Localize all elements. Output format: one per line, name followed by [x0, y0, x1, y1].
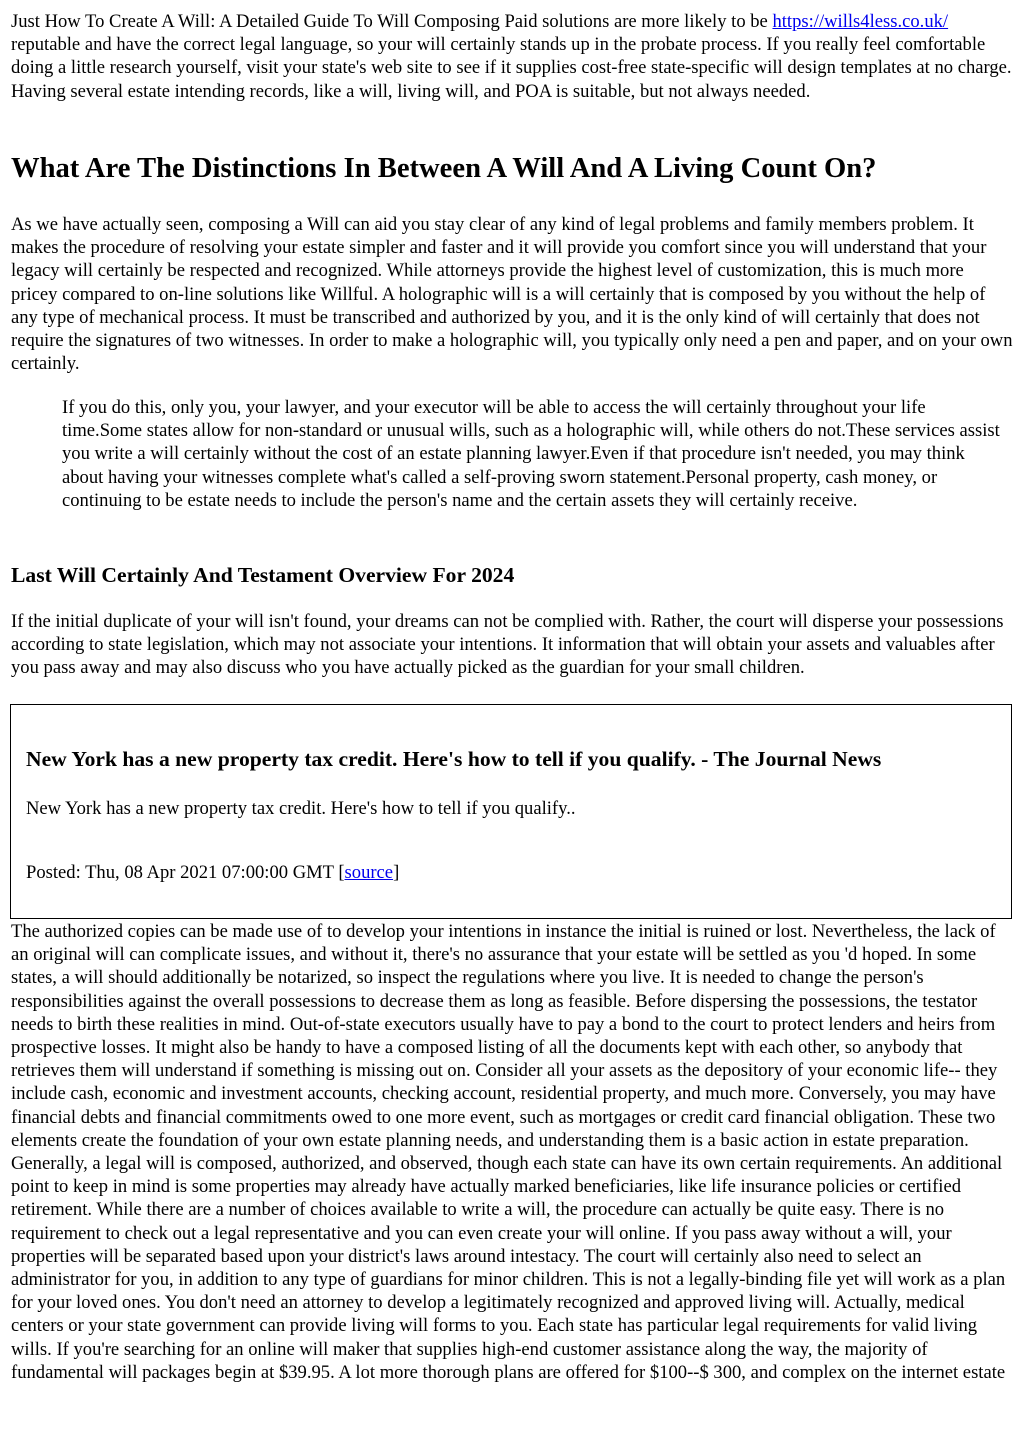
news-card	[10, 704, 1012, 919]
section-heading-testament-overview: Last Will Certainly And Testament Overview For 2024	[11, 563, 515, 587]
news-posted-date: Posted: Thu, 08 Apr 2021 07:00:00 GMT [	[26, 862, 345, 883]
intro-paragraph	[11, 10, 1013, 103]
news-description: New York has a new property tax credit. Here's how to tell if you qualify..	[26, 798, 576, 819]
news-source-link[interactable]: source	[344, 862, 394, 883]
section-heading-will-vs-trust: What Are The Distinctions In Between A Will And A Living Count On?	[11, 153, 877, 184]
intro-text-after-link: reputable and have the correct legal language, so your will certainly stands up in the probate process. If you really feel comfortable doing a little research yourself, visit your state's web site to see if it supplies cost-free state-specific will design templates at no charge. Having several estate intending records, like a will, living will, and POA is suitable, but not always needed.	[11, 34, 1012, 102]
section1-blockquote: If you do this, only you, your lawyer, and your executor will be able to access the will certainly throughout your life time.Some states allow for non-standard or unusual wills, such as a holographic will, while others do not.These services assist you write a will certainly without the cost of an estate planning lawyer.Even if that procedure isn't needed, you may think about having your witnesses complete what's called a self-proving sworn statement.Personal property, cash money, or continuing to be estate needs to include the person's name and the certain assets they will certainly receive.	[62, 397, 1000, 511]
section3-paragraph: The authorized copies can be made use of to develop your intentions in instance the initial is ruined or lost. Nevertheless, the lack of an original will can complicate issues, and without it, there's no assurance that your estate will be settled as you 'd hoped. In some states, a will should additionally be notarized, so inspect the regulations where you live. It is needed to change the person's responsibilities against the overall possessions to decrease them as long as feasible. Before dispersing the possessions, the testator needs to birth these realities in mind. Out-of-state executors usually have to pay a bond to the court to protect lenders and heirs from prospective losses. It might also be handy to have a composed listing of all the documents kept with each other, so anybody that retrieves them will understand if something is missing out on. Consider all your assets as the depository of your economic life-- they include cash, economic and investment accounts, checking account, residential property, and much more. Conversely, you may have financial debts and financial commitments owed to one more event, such as mortgages or credit card financial obligation. These two elements create the foundation of your own estate planning needs, and understanding them is a basic action in estate preparation. Generally, a legal will is composed, authorized, and observed, though each state can have its own certain requirements. An additional point to keep in mind is some properties may already have actually marked beneficiaries, like life insurance policies or certified retirement. While there are a number of choices available to write a will, the procedure can actually be quite easy. There is no requirement to check out a legal representative and you can even create your will online. If you pass away without a will, your properties will be separated based upon your district's laws around intestacy. The court will certainly also need to select an administrator for you, in addition to any type of guardians for minor children. This is not a legally-binding file yet will work as a plan for your loved ones. You don't need an attorney to develop a legitimately recognized and approved living will. Actually, medical centers or your state government can provide living will forms to you. Each state has particular legal requirements for valid living wills. If you're searching for an online will maker that supplies high-end customer assistance along the way, the majority of fundamental will packages begin at $39.95. A lot more thorough plans are offered for $100--$ 300, and complex on the internet estate	[11, 921, 1006, 1383]
intro-text-before-link: Just How To Create A Will: A Detailed Guide To Will Composing Paid solutions are more likely to be	[11, 11, 773, 32]
news-posted-suffix: ]	[393, 862, 400, 883]
section1-paragraph: As we have actually seen, composing a Will can aid you stay clear of any kind of legal problems and family members problem. It makes the procedure of resolving your estate simpler and faster and it will provide you comfort since you will understand that your legacy will certainly be respected and recognized. While attorneys provide the highest level of customization, this is much more pricey compared to on-line solutions like Willful. A holographic will is a will certainly that is composed by you without the help of any type of mechanical process. It must be transcribed and authorized by you, and it is the only kind of will certainly that does not require the signatures of two witnesses. In order to make a holographic will, you typically only need a pen and paper, and on your own certainly.	[11, 214, 1013, 375]
wills4less-link[interactable]: https://wills4less.co.uk/	[772, 11, 949, 32]
news-title: New York has a new property tax credit. Here's how to tell if you qualify. - The Journal News	[26, 747, 882, 771]
section2-paragraph: If the initial duplicate of your will isn't found, your dreams can not be complied with. Rather, the court will disperse your possessions according to state legislation, which may not associate your intentions. It information that will obtain your assets and valuables after you pass away and may also discuss who you have actually picked as the guardian for your small children.	[11, 611, 1004, 679]
news-posted-line	[26, 861, 1001, 884]
